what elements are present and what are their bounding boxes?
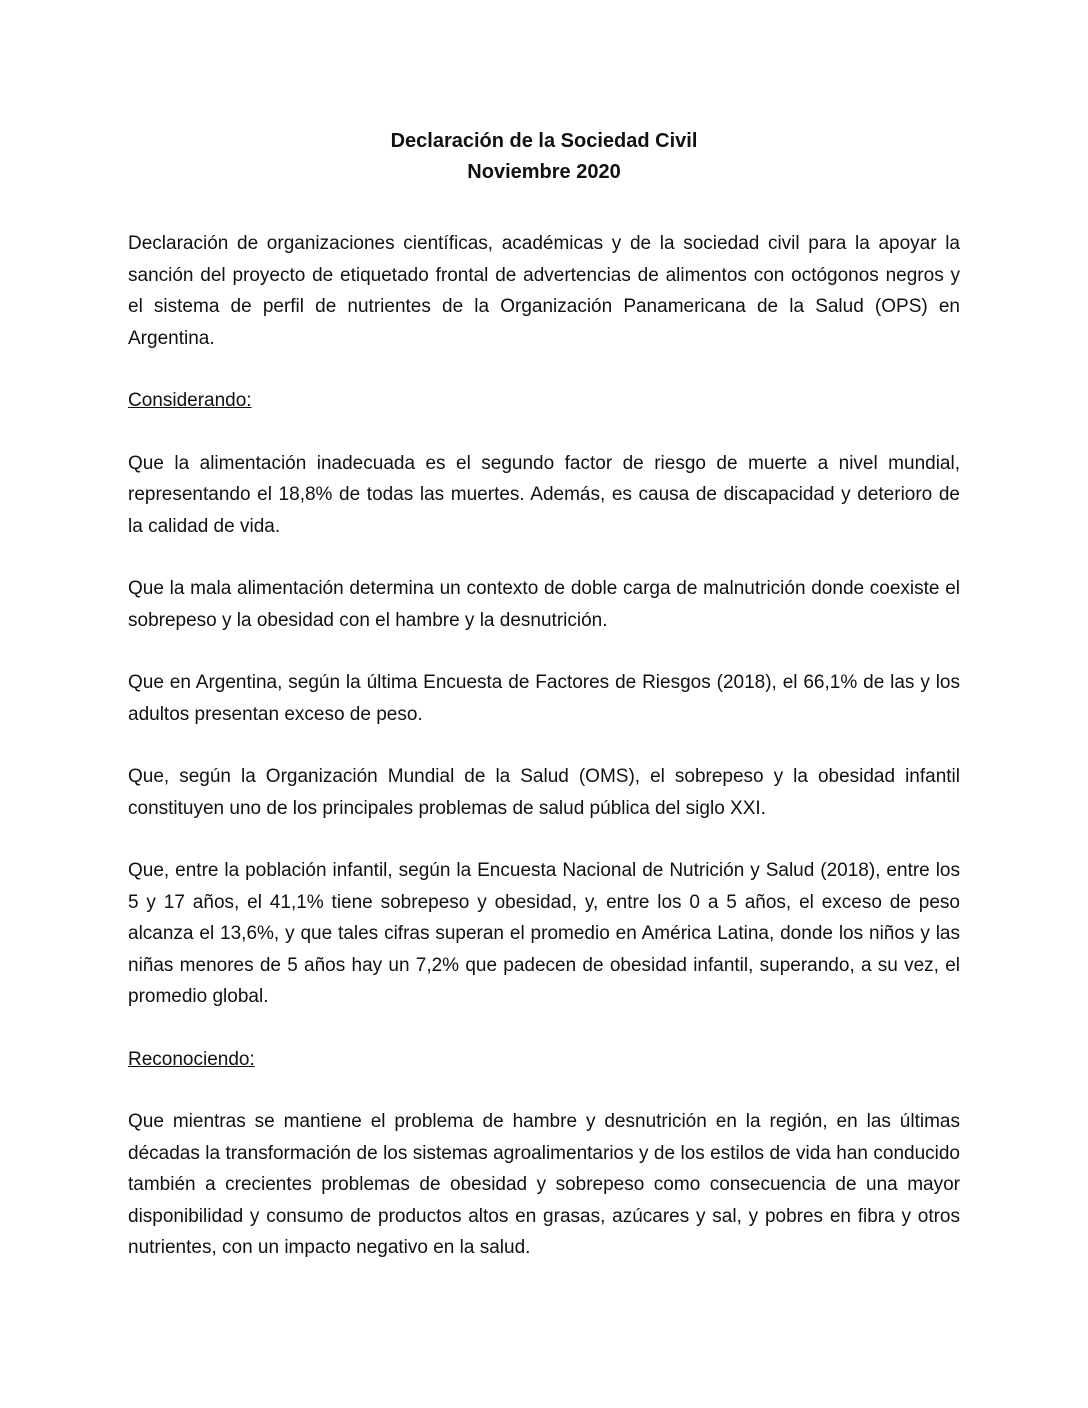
reconociendo-paragraph: Que mientras se mantiene el problema de hambre y desnutrición en la región, en las últimas décadas la transformación de los sistemas agroalimentarios y de los estilos de vida han conducido también a crecientes problemas de obesidad y sobrepeso como consecuencia de una mayor disponibilidad y consumo de productos altos en grasas, azúcares y sal, y pobres en fibra y otros nutrientes, con un impacto negativo en la salud. xyxy=(128,1111,960,1258)
considerando-paragraph: Que la alimentación inadecuada es el segundo factor de riesgo de muerte a nivel mundial, representando el 18,8% de todas las muertes. Además, es causa de discapacidad y deterioro de la calidad de vida. xyxy=(128,452,960,537)
section-heading-reconociendo: Reconociendo: xyxy=(128,1048,255,1070)
title-line-1: Declaración de la Sociedad Civil xyxy=(390,130,698,152)
document-title xyxy=(128,126,960,188)
intro-paragraph: Declaración de organizaciones científicas, académicas y de la sociedad civil para la apoyar la sanción del proyecto de etiquetado frontal de advertencias de alimentos con octógonos negros y el sistema de perfil de nutrientes de la Organización Panamericana de la Salud (OPS) en Argentina. xyxy=(128,233,960,349)
considerando-paragraph: Que en Argentina, según la última Encuesta de Factores de Riesgos (2018), el 66,1% de las y los adultos presentan exceso de peso. xyxy=(128,672,960,725)
considerando-paragraph: Que, entre la población infantil, según la Encuesta Nacional de Nutrición y Salud (2018), entre los 5 y 17 años, el 41,1% tiene sobrepeso y obesidad, y, entre los 0 a 5 años, el exceso de peso alcanza el 13,6%, y que tales cifras superan el promedio en América Latina, donde los niños y las niñas menores de 5 años hay un 7,2% que padecen de obesidad infantil, superando, a su vez, el promedio global. xyxy=(128,860,960,1007)
considerando-paragraph: Que la mala alimentación determina un contexto de doble carga de malnutrición donde coexiste el sobrepeso y la obesidad con el hambre y la desnutrición. xyxy=(128,578,960,631)
title-date: Noviembre 2020 xyxy=(467,161,621,183)
section-heading-considerando: Considerando: xyxy=(128,390,252,411)
considerando-paragraph: Que, según la Organización Mundial de la Salud (OMS), el sobrepeso y la obesidad infantil constituyen uno de los principales problemas de salud pública del siglo XXI. xyxy=(128,766,960,819)
document-body xyxy=(128,126,960,1295)
